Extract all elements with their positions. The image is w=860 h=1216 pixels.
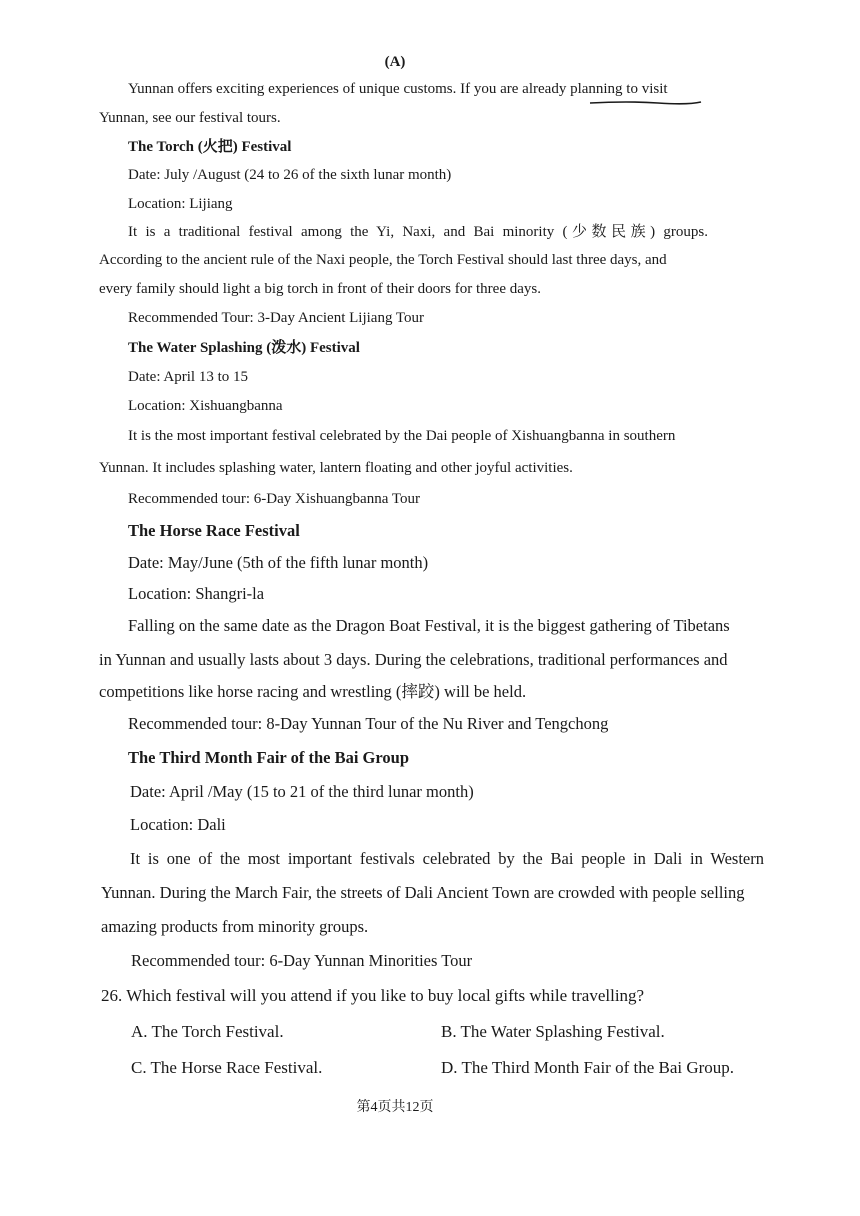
festival-title: The Torch (火把) Festival bbox=[128, 139, 292, 155]
passage-label: (A) bbox=[384, 54, 406, 70]
festival-date: Date: April /May (15 to 21 of the third lunar month) bbox=[130, 782, 474, 801]
question-26: 26. Which festival will you attend if you like to buy local gifts while travelling? bbox=[101, 986, 645, 1005]
festival-title: The Water Splashing (泼水) Festival bbox=[128, 340, 360, 356]
option-d: D. The Third Month Fair of the Bai Group. bbox=[441, 1058, 735, 1077]
recommended-tour: Recommended tour: 8-Day Yunnan Tour of the Nu River and Tengchong bbox=[128, 714, 609, 733]
festival-title: The Horse Race Festival bbox=[128, 521, 300, 540]
intro-line-1: Yunnan offers exciting experiences of unique customs. If you are already planning to visit bbox=[128, 81, 668, 97]
festival-description-line: Falling on the same date as the Dragon Boat Festival, it is the biggest gathering of Tibetans bbox=[128, 616, 730, 635]
festival-location: Location: Dali bbox=[130, 815, 226, 834]
festival-date: Date: July /August (24 to 26 of the sixth lunar month) bbox=[128, 167, 452, 183]
festival-date: Date: May/June (5th of the fifth lunar month) bbox=[128, 553, 429, 572]
festival-title: The Third Month Fair of the Bai Group bbox=[128, 748, 409, 767]
page-number: 第4页共12页 bbox=[356, 1100, 434, 1115]
festival-description-line: It is one of the most important festivals celebrated by the Bai people in Dali in Western bbox=[130, 849, 764, 868]
festival-date: Date: April 13 to 15 bbox=[128, 369, 248, 385]
option-a: A. The Torch Festival. bbox=[131, 1022, 284, 1041]
recommended-tour: Recommended Tour: 3-Day Ancient Lijiang Tour bbox=[128, 310, 425, 326]
festival-description-line: Yunnan. It includes splashing water, lantern floating and other joyful activities. bbox=[99, 460, 573, 476]
festival-description-line: in Yunnan and usually lasts about 3 days. During the celebrations, traditional performances and bbox=[99, 650, 728, 669]
option-c: C. The Horse Race Festival. bbox=[131, 1058, 323, 1077]
festival-description-line: According to the ancient rule of the Naxi people, the Torch Festival should last three days, and bbox=[99, 252, 667, 268]
festival-description-line: It is a traditional festival among the Yi, Naxi, and Bai minority (少数民族) groups. bbox=[128, 224, 708, 240]
intro-line-2: Yunnan, see our festival tours. bbox=[99, 110, 281, 126]
festival-location: Location: Xishuangbanna bbox=[128, 398, 283, 414]
recommended-tour: Recommended tour: 6-Day Xishuangbanna Tour bbox=[128, 491, 420, 507]
festival-description-line: amazing products from minority groups. bbox=[101, 917, 369, 936]
festival-location: Location: Shangri-la bbox=[128, 584, 265, 603]
festival-location: Location: Lijiang bbox=[128, 196, 233, 212]
option-b: B. The Water Splashing Festival. bbox=[441, 1022, 665, 1041]
festival-description-line: It is the most important festival celebrated by the Dai people of Xishuangbanna in southern bbox=[128, 428, 676, 444]
festival-description-line: competitions like horse racing and wrestling (摔跤) will be held. bbox=[99, 682, 527, 701]
festival-description-line: Yunnan. During the March Fair, the streets of Dali Ancient Town are crowded with people selling bbox=[101, 883, 745, 902]
recommended-tour: Recommended tour: 6-Day Yunnan Minorities Tour bbox=[131, 951, 473, 970]
festival-description-line: every family should light a big torch in front of their doors for three days. bbox=[99, 281, 541, 297]
handwritten-underline bbox=[588, 100, 703, 106]
